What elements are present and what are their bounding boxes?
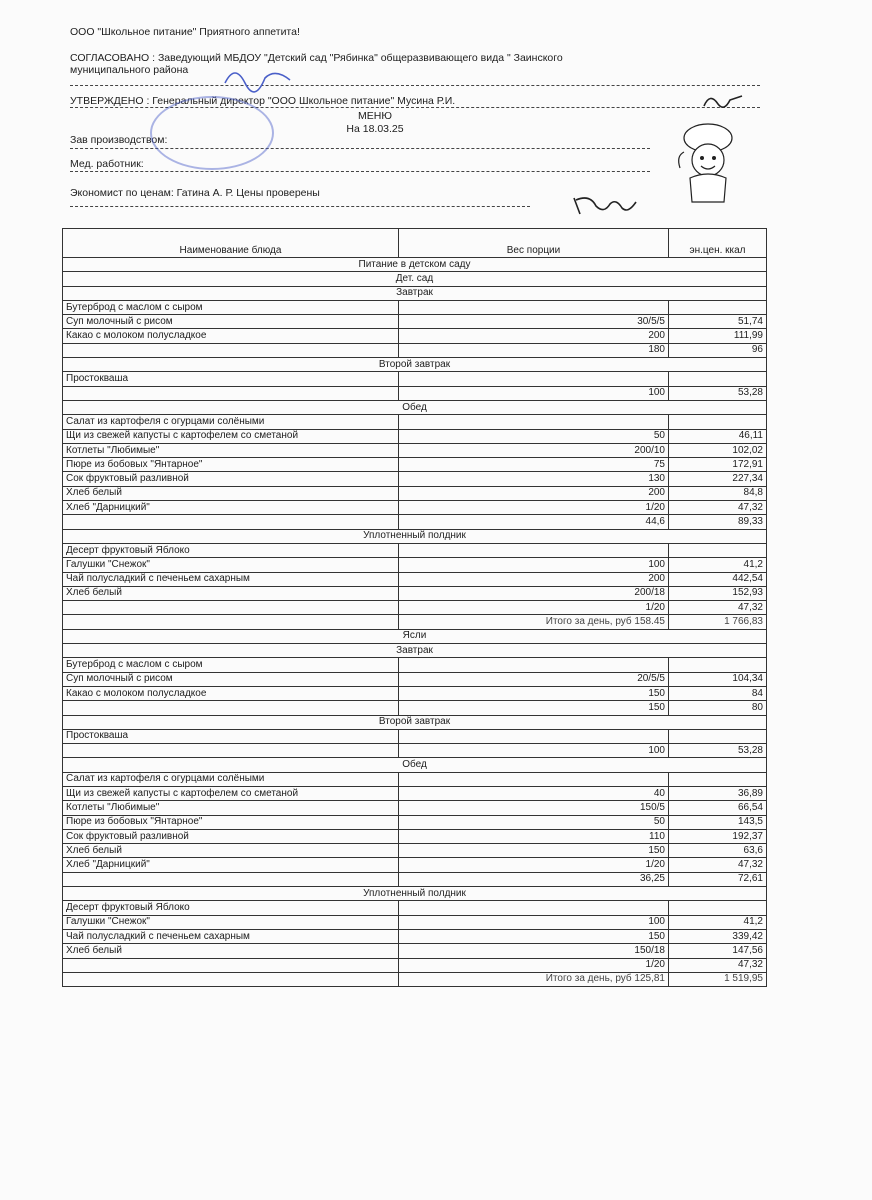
dish-name: Хлеб белый (63, 844, 399, 858)
energy-value (669, 729, 767, 743)
portion-weight: 20/5/5 (399, 672, 669, 686)
portion-weight: 100 (399, 558, 669, 572)
medic-signature-line (70, 171, 650, 172)
column-header-kcal: эн.цен. ккал (669, 229, 767, 258)
energy-value: 84 (669, 686, 767, 700)
section-row (63, 529, 767, 543)
portion-weight: 150 (399, 929, 669, 943)
menu-date: На 18.03.25 (346, 123, 404, 135)
energy-value (669, 372, 767, 386)
energy-value: 192,37 (669, 829, 767, 843)
energy-value: 53,28 (669, 386, 767, 400)
section-row (63, 400, 767, 414)
dish-name (63, 872, 399, 886)
energy-value: 143,5 (669, 815, 767, 829)
economist-line: Экономист по ценам: Гатина А. Р. Цены проверены (70, 187, 320, 199)
dish-name: Чай полусладкий с печеньем сахарным (63, 572, 399, 586)
production-label: Зав производством: (70, 134, 168, 146)
dish-name: Котлеты "Любимые" (63, 443, 399, 457)
dish-name: Хлеб белый (63, 944, 399, 958)
energy-value: 80 (669, 701, 767, 715)
section-row (63, 258, 767, 272)
table-row (63, 515, 767, 529)
portion-weight: Итого за день, руб 125,81 (399, 972, 669, 986)
handwritten-signature (220, 58, 300, 98)
chef-icon (668, 118, 748, 208)
table-row (63, 543, 767, 557)
menu-title: МЕНЮ (358, 110, 392, 122)
dish-name (63, 958, 399, 972)
portion-weight (399, 415, 669, 429)
column-header-name: Наименование блюда (63, 229, 399, 258)
portion-weight: 180 (399, 343, 669, 357)
portion-weight: 100 (399, 915, 669, 929)
dish-name: Суп молочный с рисом (63, 315, 399, 329)
section-row (63, 272, 767, 286)
portion-weight: 150 (399, 701, 669, 715)
dish-name (63, 343, 399, 357)
portion-weight: 200 (399, 572, 669, 586)
section-title: Дет. сад (63, 272, 767, 286)
dish-name: Котлеты "Любимые" (63, 801, 399, 815)
energy-value: 41,2 (669, 915, 767, 929)
portion-weight: 200 (399, 329, 669, 343)
table-row (63, 329, 767, 343)
dish-name: Простокваша (63, 372, 399, 386)
dish-name: Какао с молоком полусладкое (63, 686, 399, 700)
section-title: Второй завтрак (63, 715, 767, 729)
dish-name: Хлеб белый (63, 486, 399, 500)
energy-value: 227,34 (669, 472, 767, 486)
section-row (63, 358, 767, 372)
portion-weight (399, 372, 669, 386)
table-row (63, 801, 767, 815)
energy-value (669, 543, 767, 557)
energy-value: 102,02 (669, 443, 767, 457)
section-title: Второй завтрак (63, 358, 767, 372)
energy-value: 104,34 (669, 672, 767, 686)
dish-name: Салат из картофеля с огурцами солёными (63, 772, 399, 786)
dish-name (63, 972, 399, 986)
medic-label: Мед. работник: (70, 158, 144, 170)
economist-signature-line (70, 206, 530, 207)
portion-weight: 30/5/5 (399, 315, 669, 329)
table-row (63, 601, 767, 615)
portion-weight: 150 (399, 844, 669, 858)
table-row (63, 458, 767, 472)
table-row (63, 672, 767, 686)
energy-value: 152,93 (669, 586, 767, 600)
portion-weight (399, 772, 669, 786)
table-row (63, 929, 767, 943)
table-row (63, 572, 767, 586)
dish-name (63, 701, 399, 715)
dish-name: Пюре из бобовых "Янтарное" (63, 815, 399, 829)
dish-name: Сок фруктовый разливной (63, 829, 399, 843)
agreed-line-2: муниципального района (70, 64, 189, 76)
energy-value: 63,6 (669, 844, 767, 858)
portion-weight: 1/20 (399, 501, 669, 515)
portion-weight: 36,25 (399, 872, 669, 886)
dish-name: Хлеб белый (63, 586, 399, 600)
dish-name: Простокваша (63, 729, 399, 743)
total-row (63, 615, 767, 629)
section-title: Завтрак (63, 286, 767, 300)
energy-value: 1 766,83 (669, 615, 767, 629)
table-row (63, 944, 767, 958)
energy-value: 46,11 (669, 429, 767, 443)
portion-weight: 200 (399, 486, 669, 500)
dish-name: Галушки "Снежок" (63, 915, 399, 929)
table-row (63, 729, 767, 743)
dish-name: Бутерброд с маслом с сыром (63, 658, 399, 672)
energy-value: 96 (669, 343, 767, 357)
portion-weight: 200/10 (399, 443, 669, 457)
dish-name (63, 386, 399, 400)
table-row (63, 786, 767, 800)
section-row (63, 629, 767, 643)
portion-weight: Итого за день, руб 158.45 (399, 615, 669, 629)
portion-weight (399, 729, 669, 743)
round-stamp (150, 96, 274, 170)
table-row (63, 829, 767, 843)
energy-value (669, 415, 767, 429)
agreed-signature-line (70, 85, 760, 86)
portion-weight: 150/18 (399, 944, 669, 958)
energy-value: 51,74 (669, 315, 767, 329)
dish-name: Чай полусладкий с печеньем сахарным (63, 929, 399, 943)
table-row (63, 872, 767, 886)
portion-weight: 40 (399, 786, 669, 800)
portion-weight: 50 (399, 429, 669, 443)
table-row (63, 844, 767, 858)
dish-name: Щи из свежей капусты с картофелем со сметаной (63, 786, 399, 800)
energy-value: 147,56 (669, 944, 767, 958)
table-row (63, 744, 767, 758)
dish-name (63, 601, 399, 615)
dish-name (63, 515, 399, 529)
portion-weight: 1/20 (399, 958, 669, 972)
section-title: Уплотненный полдник (63, 529, 767, 543)
section-row (63, 758, 767, 772)
section-title: Питание в детском саду (63, 258, 767, 272)
portion-weight: 150 (399, 686, 669, 700)
energy-value: 1 519,95 (669, 972, 767, 986)
portion-weight (399, 901, 669, 915)
section-row (63, 887, 767, 901)
dish-name: Хлеб "Дарницкий" (63, 858, 399, 872)
energy-value: 47,32 (669, 958, 767, 972)
section-row (63, 715, 767, 729)
table-row (63, 372, 767, 386)
energy-value (669, 772, 767, 786)
table-row (63, 915, 767, 929)
agreed-line-1: СОГЛАСОВАНО : Заведующий МБДОУ "Детский сад "Рябинка" общеразвивающего вида " Заинского (70, 52, 563, 64)
dish-name: Пюре из бобовых "Янтарное" (63, 458, 399, 472)
portion-weight: 200/18 (399, 586, 669, 600)
approved-line: УТВЕРЖДЕНО : Генеральный директор "ООО Школьное питание" Мусина Р.И. (70, 95, 456, 107)
table-row (63, 429, 767, 443)
portion-weight (399, 543, 669, 557)
energy-value: 47,32 (669, 601, 767, 615)
energy-value: 66,54 (669, 801, 767, 815)
portion-weight: 100 (399, 744, 669, 758)
dish-name: Бутерброд с маслом с сыром (63, 300, 399, 314)
section-title: Завтрак (63, 644, 767, 658)
table-row (63, 486, 767, 500)
economist-signature (570, 192, 640, 220)
dish-name (63, 615, 399, 629)
section-title: Уплотненный полдник (63, 887, 767, 901)
table-row (63, 772, 767, 786)
total-row (63, 972, 767, 986)
table-row (63, 472, 767, 486)
table-row (63, 386, 767, 400)
table-row (63, 658, 767, 672)
portion-weight: 75 (399, 458, 669, 472)
section-title: Обед (63, 758, 767, 772)
energy-value: 172,91 (669, 458, 767, 472)
portion-weight (399, 658, 669, 672)
energy-value: 339,42 (669, 929, 767, 943)
dish-name: Какао с молоком полусладкое (63, 329, 399, 343)
energy-value: 53,28 (669, 744, 767, 758)
portion-weight: 44,6 (399, 515, 669, 529)
dish-name: Галушки "Снежок" (63, 558, 399, 572)
table-row (63, 701, 767, 715)
dish-name: Десерт фруктовый Яблоко (63, 901, 399, 915)
table-row (63, 315, 767, 329)
energy-value: 47,32 (669, 858, 767, 872)
energy-value: 111,99 (669, 329, 767, 343)
dish-name: Десерт фруктовый Яблоко (63, 543, 399, 557)
table-row (63, 858, 767, 872)
table-row (63, 815, 767, 829)
energy-value (669, 658, 767, 672)
portion-weight: 50 (399, 815, 669, 829)
dish-name: Салат из картофеля с огурцами солёными (63, 415, 399, 429)
section-row (63, 286, 767, 300)
company-line: ООО "Школьное питание" Приятного аппетита! (70, 26, 300, 38)
table-row (63, 501, 767, 515)
table-row (63, 686, 767, 700)
table-row (63, 586, 767, 600)
table-row (63, 343, 767, 357)
table-header-row (63, 229, 767, 258)
menu-table (62, 228, 767, 987)
portion-weight: 110 (399, 829, 669, 843)
section-title: Ясли (63, 629, 767, 643)
portion-weight: 150/5 (399, 801, 669, 815)
energy-value: 442,54 (669, 572, 767, 586)
table-row (63, 415, 767, 429)
portion-weight: 1/20 (399, 858, 669, 872)
portion-weight (399, 300, 669, 314)
table-row (63, 958, 767, 972)
dish-name: Суп молочный с рисом (63, 672, 399, 686)
table-row (63, 300, 767, 314)
energy-value: 47,32 (669, 501, 767, 515)
energy-value: 89,33 (669, 515, 767, 529)
table-row (63, 443, 767, 457)
director-signature (700, 88, 760, 118)
table-row (63, 901, 767, 915)
dish-name: Сок фруктовый разливной (63, 472, 399, 486)
dish-name (63, 744, 399, 758)
energy-value: 41,2 (669, 558, 767, 572)
energy-value: 84,8 (669, 486, 767, 500)
portion-weight: 130 (399, 472, 669, 486)
portion-weight: 1/20 (399, 601, 669, 615)
energy-value: 36,89 (669, 786, 767, 800)
column-header-weight: Вес порции (399, 229, 669, 258)
dish-name: Щи из свежей капусты с картофелем со сметаной (63, 429, 399, 443)
energy-value (669, 901, 767, 915)
section-row (63, 644, 767, 658)
portion-weight: 100 (399, 386, 669, 400)
energy-value (669, 300, 767, 314)
dish-name: Хлеб "Дарницкий" (63, 501, 399, 515)
energy-value: 72,61 (669, 872, 767, 886)
table-row (63, 558, 767, 572)
section-title: Обед (63, 400, 767, 414)
